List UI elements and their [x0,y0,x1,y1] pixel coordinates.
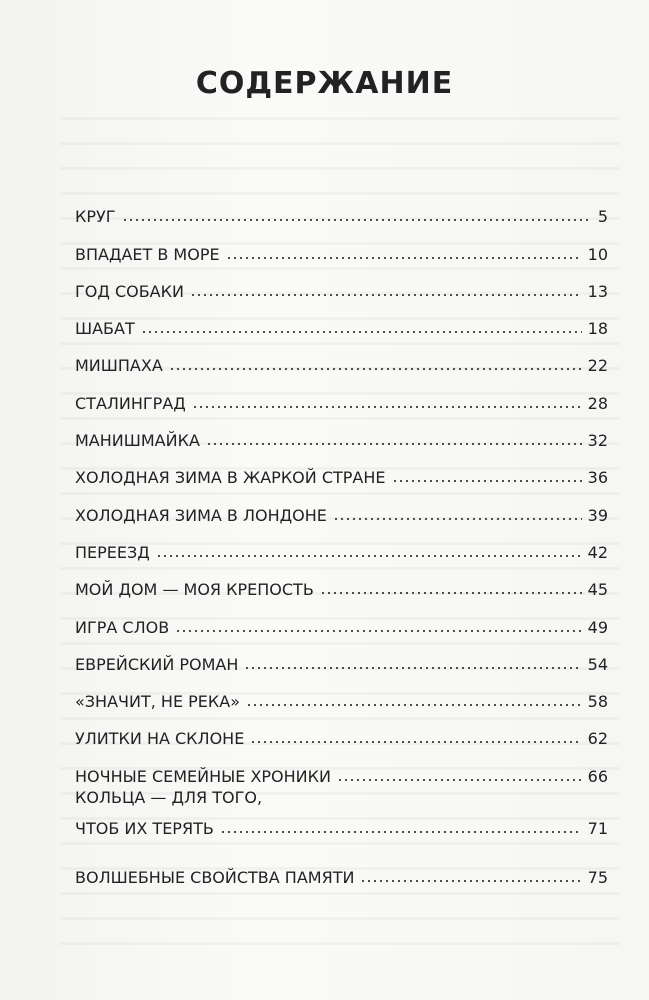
toc-entry-page: 39 [587,505,608,525]
toc-entry-page: 32 [587,431,608,451]
toc-entry-page: 75 [587,868,608,888]
toc-entry [75,749,608,786]
toc-entry [75,190,608,227]
toc-entry-title: НОЧНЫЕ СЕМЕЙНЫЕ ХРОНИКИ [75,766,331,786]
dot-leader [169,366,582,372]
toc-entry [75,376,608,413]
toc-entry-page: 45 [587,580,608,600]
dot-leader [392,478,582,484]
toc-entry [75,675,608,712]
toc-entry-multiline [75,787,608,851]
dot-leader [250,739,581,745]
dot-leader [175,628,581,634]
toc-entry-title: МАНИШМАЙКА [75,431,200,451]
dot-leader [246,702,582,708]
toc-entry-title: УЛИТКИ НА СКЛОНЕ [75,729,245,749]
toc-entry-title: МОЙ ДОМ — МОЯ КРЕПОСТЬ [75,580,314,600]
toc-entry [75,451,608,488]
toc-entry-title: ШАБАТ [75,319,135,339]
toc-entry-page: 71 [587,818,608,838]
toc-entry-title: ГОД СОБАКИ [75,281,184,301]
dot-leader [320,590,582,596]
toc-entry-page: 22 [587,356,608,376]
toc-entry-title-line1: КОЛЬЦА — ДЛЯ ТОГО, [75,787,263,807]
toc-entry-title: ПЕРЕЕЗД [75,542,150,562]
toc-entry-page: 62 [587,729,608,749]
toc-entry [75,851,608,888]
toc-entry-page: 28 [587,393,608,413]
toc-entry-title: СТАЛИНГРАД [75,393,186,413]
toc-entry-page: 42 [587,542,608,562]
toc-entry [75,563,608,600]
dot-leader [192,404,582,410]
toc-entry [75,712,608,749]
toc-entry-page: 66 [587,766,608,786]
toc-entry-title: ИГРА СЛОВ [75,617,170,637]
dot-leader [122,217,592,223]
toc-entry [75,488,608,525]
toc-entry-title: ЕВРЕЙСКИЙ РОМАН [75,654,239,674]
toc-entry-title-line2: ЧТОБ ИХ ТЕРЯТЬ [75,818,214,838]
toc-entry [75,302,608,339]
page-title: СОДЕРЖАНИЕ [195,66,454,101]
dot-leader [220,829,582,835]
toc-entry-page: 5 [597,207,608,227]
toc-entry-page: 49 [587,617,608,637]
toc-entry-page: 54 [587,654,608,674]
toc-entry [75,414,608,451]
dot-leader [244,665,581,671]
toc-entry [75,638,608,675]
dot-leader [206,441,582,447]
toc-entry [75,265,608,302]
toc-entry-line2 [75,813,608,839]
toc-entry-title: ХОЛОДНАЯ ЗИМА В ЖАРКОЙ СТРАНЕ [75,468,386,488]
dot-leader [337,777,582,783]
toc-entry [75,339,608,376]
toc-entry [75,227,608,264]
toc-entry-title: «ЗНАЧИТ, НЕ РЕКА» [75,692,240,712]
toc-entry-page: 13 [587,281,608,301]
toc-entry [75,526,608,563]
dot-leader [190,292,582,298]
toc-entry-page: 10 [587,244,608,264]
toc-entry [75,600,608,637]
toc-entry-page: 36 [587,468,608,488]
dot-leader [333,516,582,522]
toc-entry-page: 58 [587,692,608,712]
table-of-contents [75,190,608,888]
toc-entry-page: 18 [587,319,608,339]
dot-leader [156,553,582,559]
dot-leader [226,255,582,261]
toc-entry-title: МИШПАХА [75,356,163,376]
toc-entry-title: ХОЛОДНАЯ ЗИМА В ЛОНДОНЕ [75,505,327,525]
toc-entry-title: ВПАДАЕТ В МОРЕ [75,244,220,264]
dot-leader [141,329,582,335]
toc-entry-title: КРУГ [75,207,116,227]
toc-entry-title: ВОЛШЕБНЫЕ СВОЙСТВА ПАМЯТИ [75,868,355,888]
dot-leader [360,878,581,884]
